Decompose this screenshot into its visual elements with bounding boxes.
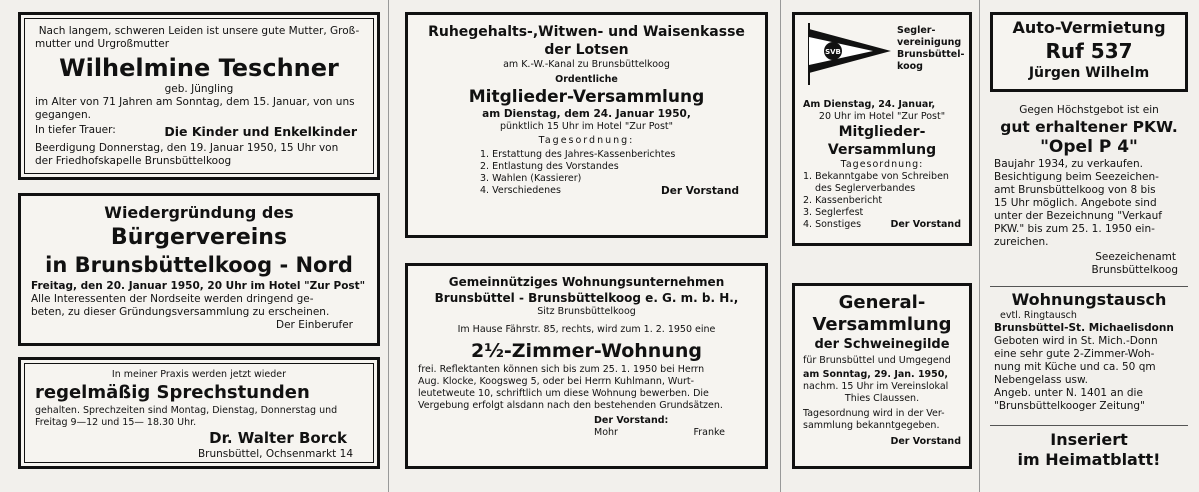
agenda-item: 3. Seglerfest [803, 207, 864, 218]
doctor-office-ad [18, 357, 380, 469]
citizens-club-text: Alle Interessenten der Nordseite werden dringend ge- [31, 293, 314, 305]
apartment-text: leutetweute 10, schriftlich um diese Wohnung bewerben. Die [418, 388, 709, 399]
slogan: Inseriert [1050, 430, 1128, 449]
citizens-club-title: Wiedergründung des [104, 203, 294, 222]
car-sale-text: zureichen. [994, 236, 1049, 248]
apartment-text: Aug. Klocke, Koogsweg 5, oder bei Herrn Kuhlmann, Wurt- [418, 376, 695, 387]
pig-guild-ad [792, 283, 972, 469]
apartment-swap-headline: Wohnungstausch [1011, 290, 1167, 309]
car-sale-text: unter der Bezeichnung "Verkauf [994, 210, 1162, 222]
meeting-venue: Thies Claussen. [844, 393, 920, 404]
citizens-club-ad [18, 193, 380, 346]
housing-association-title: Brunsbüttel - Brunsbüttelkoog e. G. m. b. H., [434, 291, 739, 305]
death-notice-intro: mutter und Urgroßmutter [35, 38, 170, 50]
signature: Seezeichenamt [1095, 251, 1176, 263]
members-meeting-headline: Mitglieder-Versammlung [468, 87, 705, 107]
general-meeting-headline: Versammlung [812, 314, 952, 335]
car-sale-text: Baujahr 1934, zu verkaufen. [994, 158, 1143, 170]
agenda-item: 1. Bekanntgabe von Schreiben [803, 171, 949, 182]
pig-guild-name: der Schweinegilde [814, 337, 950, 352]
column-rule [780, 0, 781, 492]
pig-guild-region: für Brunsbüttel und Umgegend [803, 355, 951, 366]
signature: Der Vorstand [890, 436, 961, 447]
death-notice-ad [18, 12, 380, 180]
car-sale-text: 15 Uhr möglich. Angebote sind [994, 197, 1157, 209]
birth-name: geb. Jüngling [164, 83, 234, 95]
pilots-fund-ad [405, 12, 768, 238]
agenda-item: 2. Kassenbericht [803, 195, 883, 206]
sailing-club-name: Brunsbüttel- [897, 49, 965, 60]
housing-association-title: Gemeinnütziges Wohnungsunternehmen [448, 275, 725, 289]
apartment-swap-text: eine sehr gute 2-Zimmer-Woh- [994, 348, 1155, 360]
apartment-swap-text: Angeb. unter N. 1401 an die [994, 387, 1143, 399]
advertise-slogan-ad [990, 425, 1188, 477]
doctor-intro: In meiner Praxis werden jetzt wieder [111, 369, 287, 380]
agenda-label: Tagesordnung: [538, 135, 635, 146]
car-rental-ad [990, 12, 1188, 92]
agenda-note: sammlung bekanntgegeben. [803, 420, 940, 431]
board-member: Mohr [594, 427, 618, 438]
signature: Der Vorstand [890, 219, 961, 230]
ordinary-label: Ordentliche [555, 74, 618, 85]
car-sale-text: PKW." bis zum 25. 1. 1950 ein- [994, 223, 1155, 235]
agenda-label: Tagesordnung: [840, 159, 924, 170]
meeting-date: Freitag, den 20. Januar 1950, 20 Uhr im Hotel "Zur Post" [31, 280, 366, 292]
office-hours-headline: regelmäßig Sprechstunden [35, 382, 310, 403]
citizens-club-text: beten, zu dieser Gründungsversammlung zu erscheinen. [31, 306, 330, 318]
meeting-date: am Sonntag, 29. Jan. 1950, [803, 369, 948, 380]
car-rental-title: Auto-Vermietung [1012, 18, 1166, 37]
signature: Brunsbüttelkoog [1091, 264, 1178, 276]
car-sale-headline: gut erhaltener PKW. [1000, 118, 1178, 136]
agenda-item: 1. Erstattung des Jahres-Kassenberichtes [480, 149, 676, 160]
apartment-swap-text: Nebengelass usw. [994, 374, 1088, 386]
meeting-time: nachm. 15 Uhr im Vereinslokal [803, 381, 949, 392]
apartment-swap-ad [990, 286, 1188, 416]
car-sale-text: amt Brunsbüttelkoog von 8 bis [994, 184, 1156, 196]
board-member: Franke [693, 427, 725, 438]
deceased-name: Wilhelmine Teschner [59, 54, 339, 82]
apartment-swap-sub: evtl. Ringtausch [1000, 310, 1077, 321]
citizens-club-title: Bürgervereins [110, 225, 288, 250]
funeral-info: der Friedhofskapelle Brunsbüttelkoog [35, 155, 232, 167]
apartment-text: frei. Reflektanten können sich bis zum 25. 1. 1950 bei Herrn [418, 364, 705, 375]
car-sale-intro: Gegen Höchstgebot ist ein [1019, 104, 1159, 116]
agenda-note: Tagesordnung wird in der Ver- [803, 408, 945, 419]
sailing-club-name: vereinigung [897, 37, 962, 48]
meeting-time: pünktlich 15 Uhr im Hotel "Zur Post" [499, 121, 674, 132]
car-model: "Opel P 4" [1040, 137, 1138, 157]
agenda-item: 3. Wahlen (Kassierer) [480, 173, 582, 184]
death-notice-text: gegangen. [35, 109, 91, 121]
agenda-item: 2. Entlastung des Vorstandes [480, 161, 619, 172]
agenda-item: des Seglerverbandes [815, 183, 916, 194]
car-rental-owner: Jürgen Wilhelm [1028, 65, 1150, 81]
apartment-text: Vergebung erfolgt alsdann nach den bestehenden Grundsätzen. [418, 400, 723, 411]
agenda-item: 4. Sonstiges [803, 219, 862, 230]
doctor-address: Brunsbüttel, Ochsenmarkt 14 [197, 448, 353, 460]
sailing-club-name: Segler- [897, 25, 936, 36]
office-hours-text: Freitag 9—12 und 15— 18.30 Uhr. [35, 417, 197, 428]
pilots-fund-title: der Lotsen [544, 42, 629, 58]
apartment-swap-text: "Brunsbüttelkooger Zeitung" [994, 400, 1145, 412]
signature: Der Einberufer [276, 319, 353, 331]
sailing-flag-icon [803, 21, 895, 87]
column-rule [388, 0, 389, 492]
meeting-time: 20 Uhr im Hotel "Zur Post" [818, 111, 946, 122]
flag-letters: SVB [825, 48, 841, 56]
death-notice-intro: Nach langem, schweren Leiden ist unsere gute Mutter, Groß- [38, 25, 360, 37]
housing-association-seat: Sitz Brunsbüttelkoog [537, 306, 636, 317]
mourners: Die Kinder und Enkelkinder [164, 124, 357, 139]
meeting-date: am Dienstag, dem 24. Januar 1950, [482, 108, 691, 120]
funeral-info: Beerdigung Donnerstag, den 19. Januar 1950, 15 Uhr von [35, 142, 339, 154]
general-meeting-headline: General- [838, 292, 926, 313]
pilots-fund-title: Ruhegehalts-,Witwen- und Waisenkasse [428, 24, 745, 40]
car-sale-ad [990, 102, 1188, 276]
doctor-name: Dr. Walter Borck [209, 429, 347, 447]
sailing-club-ad [792, 12, 972, 246]
sailing-club-name: koog [897, 61, 923, 72]
column-rule [979, 0, 980, 492]
apartment-headline: 2½-Zimmer-Wohnung [471, 340, 702, 362]
slogan: im Heimatblatt! [1017, 450, 1161, 469]
pilots-fund-location: am K.-W.-Kanal zu Brunsbüttelkoog [503, 59, 670, 70]
citizens-club-title: in Brunsbüttelkoog - Nord [45, 253, 353, 277]
phone-number: Ruf 537 [1045, 39, 1133, 63]
board-label: Der Vorstand: [594, 415, 669, 426]
mourning-label: In tiefer Trauer: [35, 124, 116, 136]
housing-association-ad [405, 263, 768, 469]
members-meeting-headline: Versammlung [827, 142, 937, 158]
agenda-item: 4. Verschiedenes [480, 185, 561, 196]
car-sale-text: Besichtigung beim Seezeichen- [994, 171, 1159, 183]
apartment-swap-text: Geboten wird in St. Mich.-Donn [994, 335, 1158, 347]
death-notice-text: im Alter von 71 Jahren am Sonntag, dem 15. Januar, von uns [35, 96, 355, 108]
office-hours-text: gehalten. Sprechzeiten sind Montag, Dienstag, Donnerstag und [35, 405, 338, 416]
apartment-swap-text: nung mit Küche und ca. 50 qm [994, 361, 1156, 373]
signature: Der Vorstand [661, 185, 739, 197]
apartment-intro: Im Hause Fährstr. 85, rechts, wird zum 1. 2. 1950 eine [457, 324, 716, 335]
apartment-swap-route: Brunsbüttel-St. Michaelisdonn [994, 322, 1174, 334]
members-meeting-headline: Mitglieder- [838, 124, 926, 140]
meeting-date: Am Dienstag, 24. Januar, [803, 99, 936, 110]
